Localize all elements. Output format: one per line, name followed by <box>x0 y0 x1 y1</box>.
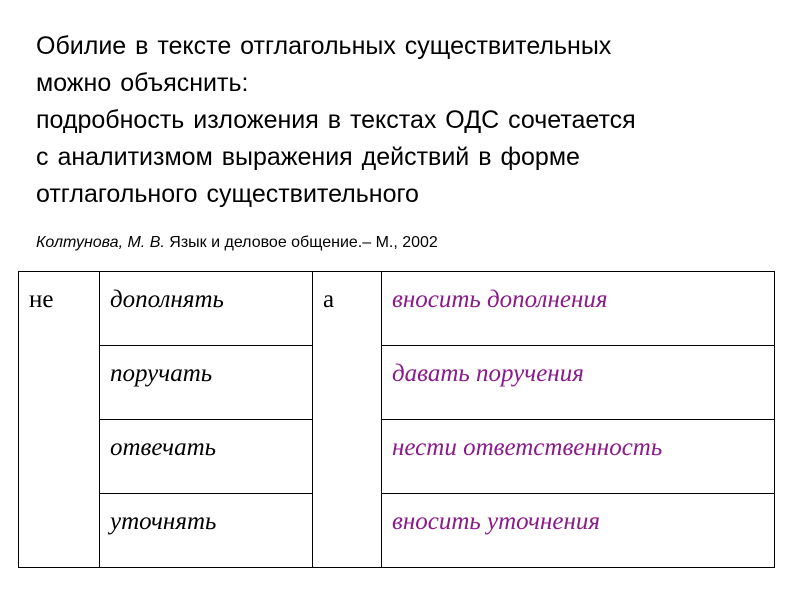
verb-noun-table <box>18 271 775 568</box>
intro-line: подробность изложения в текстах ОДС сочетается <box>36 106 636 134</box>
phrase-cell: давать поручения <box>382 346 775 420</box>
intro-text <box>36 28 786 213</box>
table-row <box>19 420 775 494</box>
intro-line: можно объяснить: <box>36 69 249 97</box>
intro-line: отглагольного существительного <box>36 180 419 208</box>
phrase-cell: вносить дополнения <box>382 272 775 346</box>
verb-cell: поручать <box>100 346 313 420</box>
intro-line: с аналитизмом выражения действий в форме <box>36 143 580 171</box>
verb-cell: уточнять <box>100 494 313 568</box>
table-row <box>19 346 775 420</box>
citation-author: Колтунова, М. В. <box>36 234 165 251</box>
but-cell: а <box>313 272 382 568</box>
verb-cell: дополнять <box>100 272 313 346</box>
intro-line: Обилие в тексте отглагольных существительных <box>36 32 612 60</box>
phrase-cell: нести ответственность <box>382 420 775 494</box>
verb-cell: отвечать <box>100 420 313 494</box>
table-row <box>19 494 775 568</box>
table-row <box>19 272 775 346</box>
not-cell: не <box>19 272 100 568</box>
citation <box>36 234 438 252</box>
phrase-cell: вносить уточнения <box>382 494 775 568</box>
citation-source: Язык и деловое общение.– М., 2002 <box>164 234 438 251</box>
